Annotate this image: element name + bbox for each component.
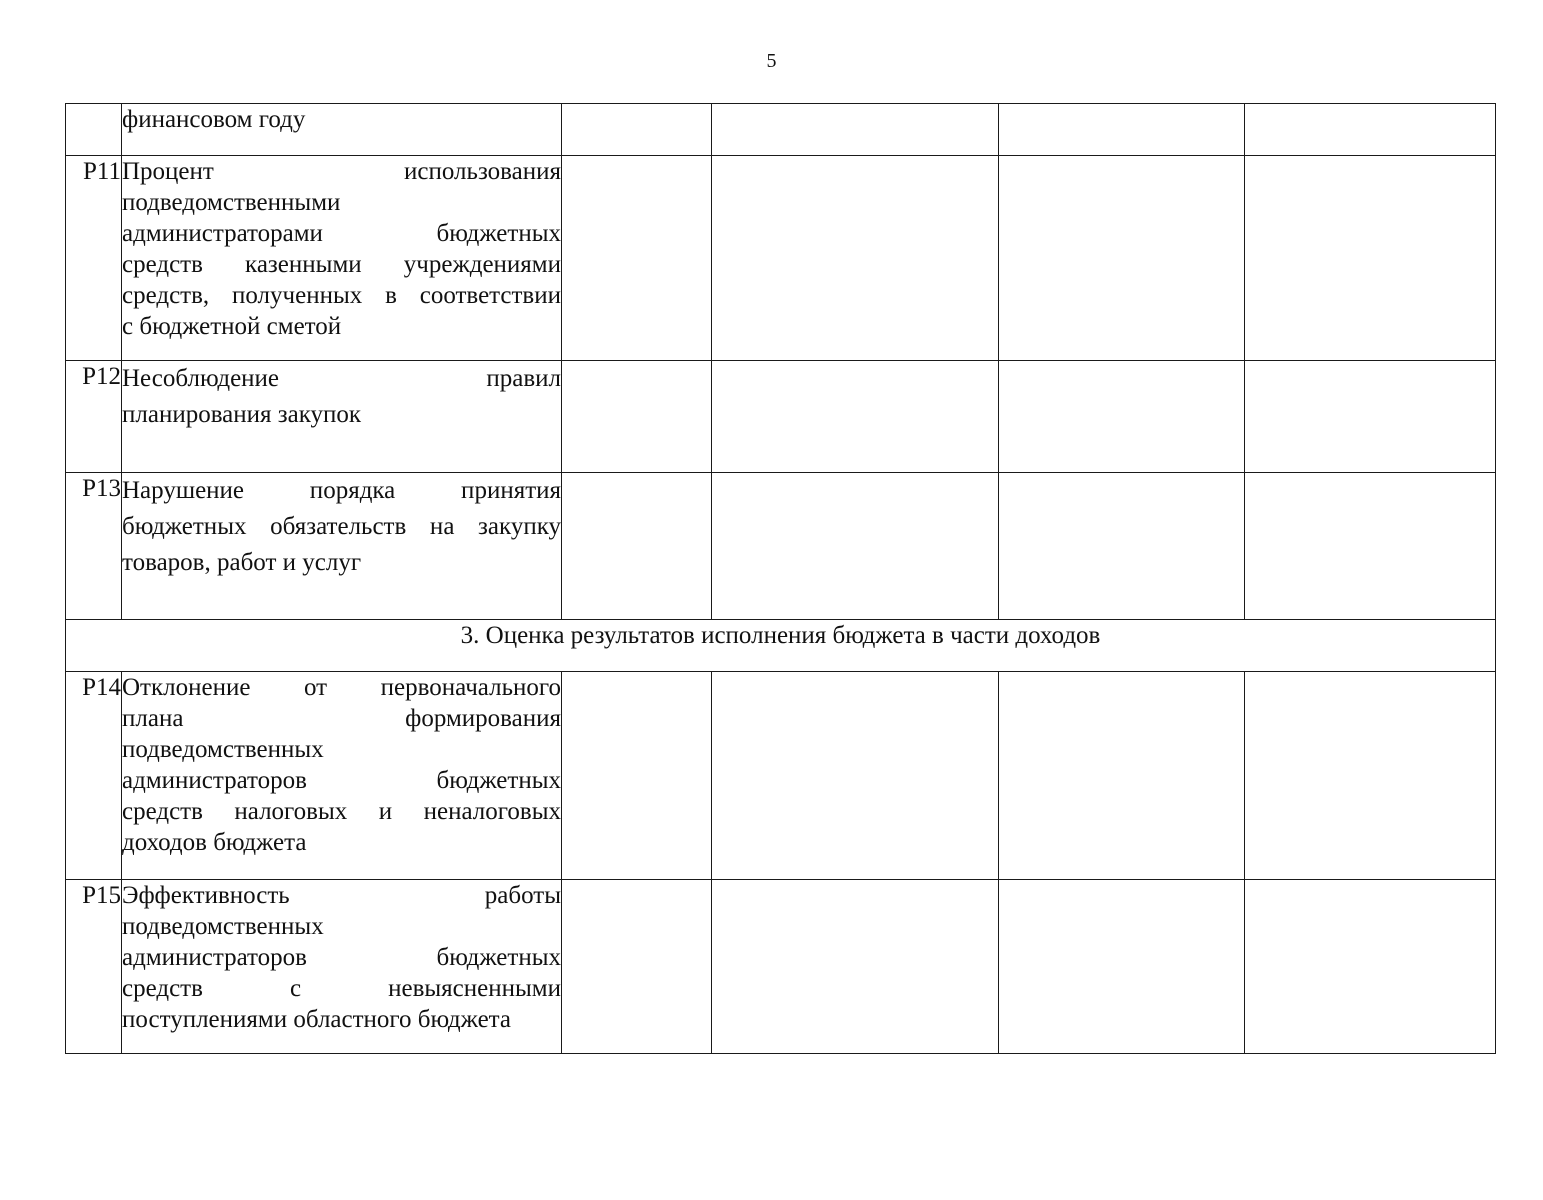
value-cell [562,672,712,880]
description-line: средств, полученных в соответствии [122,282,561,309]
value-cell [999,672,1245,880]
indicator-description [122,473,562,620]
indicator-code: Р12 [66,361,122,473]
table-row [66,473,1496,620]
description-line: подведомственными [122,189,341,216]
indicators-table [65,103,1496,1054]
table-row [66,156,1496,361]
value-cell [712,672,999,880]
description-line: Процент использования [122,158,561,185]
table-row [66,361,1496,473]
description-line: Нарушение порядка принятия [122,477,561,504]
value-cell [1245,361,1496,473]
value-cell [712,104,999,156]
value-cell [1245,880,1496,1054]
value-cell [999,880,1245,1054]
table-row [66,104,1496,156]
value-cell [712,361,999,473]
indicator-code: Р13 [66,473,122,620]
description-line: администраторами бюджетных [122,220,561,247]
indicator-description [122,104,562,156]
description-line: Эффективность работы [122,882,561,909]
value-cell [1245,672,1496,880]
table-row [66,672,1496,880]
value-cell [562,473,712,620]
description-line: бюджетных обязательств на закупку [122,513,561,540]
description-line: средств с невыясненными [122,975,561,1002]
value-cell [999,156,1245,361]
page-number: 5 [766,50,777,72]
value-cell [562,156,712,361]
indicator-description [122,361,562,473]
value-cell [712,156,999,361]
value-cell [999,473,1245,620]
description-line: поступлениями областного бюджета [122,1006,512,1033]
table-row [66,880,1496,1054]
value-cell [999,361,1245,473]
description-line: средств налоговых и неналоговых [122,798,561,825]
indicator-description [122,672,562,880]
value-cell [712,473,999,620]
indicator-description [122,156,562,361]
indicator-code [66,104,122,156]
value-cell [999,104,1245,156]
description-line: подведомственных [122,913,324,940]
indicator-description [122,880,562,1054]
section-row [66,620,1496,672]
description-line: с бюджетной сметой [122,313,342,340]
description-line: Отклонение от первоначального [122,674,561,701]
description-line: Несоблюдение правил [122,365,561,392]
value-cell [562,361,712,473]
indicator-code: Р14 [66,672,122,880]
description-line: финансовом году [122,106,306,133]
description-line: плана формирования [122,705,561,732]
value-cell [1245,156,1496,361]
description-line: средств казенными учреждениями [122,251,561,278]
value-cell [562,104,712,156]
indicator-code: Р11 [66,156,122,361]
description-line: доходов бюджета [122,829,307,856]
description-line: товаров, работ и услуг [122,549,362,576]
description-line: администраторов бюджетных [122,767,561,794]
value-cell [1245,104,1496,156]
value-cell [1245,473,1496,620]
value-cell [562,880,712,1054]
indicator-code: Р15 [66,880,122,1054]
description-line: подведомственных [122,736,324,763]
description-line: планирования закупок [122,401,362,428]
value-cell [712,880,999,1054]
description-line: администраторов бюджетных [122,944,561,971]
section-heading: 3. Оценка результатов исполнения бюджета в части доходов [66,620,1496,672]
